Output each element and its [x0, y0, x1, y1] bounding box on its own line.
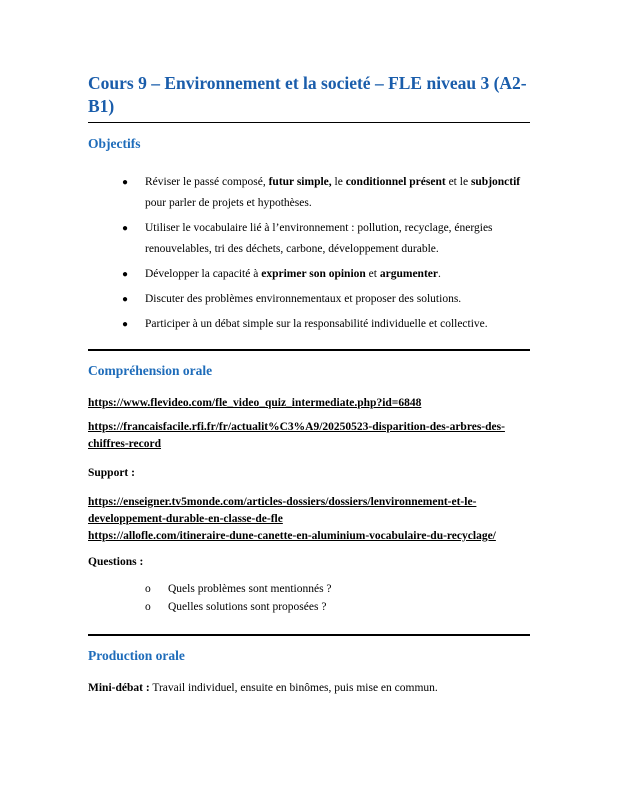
tv5monde-link[interactable]: https://enseigner.tv5monde.com/articles-dossiers/dossiers/lenvironnement-et-le-developpement-durable-en-classe-de-fle — [88, 496, 477, 525]
section-divider — [88, 349, 530, 351]
circle-bullet-icon: o — [145, 583, 151, 595]
bullet-icon: ● — [122, 319, 129, 330]
section-divider — [88, 634, 530, 636]
list-item-text: Utiliser le vocabulaire lié à l’environnement : pollution, recyclage, énergies renouvelables, tri des déchets, carbone, développement durable. — [145, 222, 493, 255]
list-item — [88, 172, 530, 214]
list-item — [88, 599, 530, 617]
objectives-heading: Objectifs — [88, 136, 141, 151]
francaisfacile-rfi-link[interactable]: https://francaisfacile.rfi.fr/fr/actualit%C3%A9/20250523-disparition-des-arbres-des-chiffres-record — [88, 421, 505, 450]
circle-bullet-icon: o — [145, 600, 151, 613]
mini-debat-paragraph: Mini-débat : Travail individuel, ensuite en binômes, puis mise en commun. — [88, 682, 438, 694]
list-item — [88, 289, 530, 310]
list-item-text: Discuter des problèmes environnementaux et proposer des solutions. — [145, 293, 462, 305]
flevideo-link[interactable]: https://www.flevideo.com/fle_video_quiz_intermediate.php?id=6848 — [88, 397, 422, 409]
list-item — [88, 581, 530, 599]
page-title: Cours 9 – Environnement et la societé – FLE niveau 3 (A2-B1) — [88, 72, 530, 123]
questions-list — [88, 581, 530, 616]
list-item-text: Participer à un débat simple sur la responsabilité individuelle et collective. — [145, 318, 488, 330]
list-item — [88, 264, 530, 285]
objectives-list — [88, 172, 530, 335]
comprehension-orale-heading: Compréhension orale — [88, 363, 213, 378]
support-label: Support : — [88, 467, 135, 479]
question-text: Quels problèmes sont mentionnés ? — [168, 583, 332, 595]
bullet-icon: ● — [122, 223, 129, 234]
list-item-text: Réviser le passé composé, futur simple, le conditionnel présent et le subjonctif pour parler de projets et hypothèses. — [145, 176, 521, 209]
bullet-icon: ● — [122, 269, 129, 280]
list-item — [88, 314, 530, 335]
list-item-text: Développer la capacité à exprimer son opinion et argumenter. — [145, 268, 441, 280]
bullet-icon: ● — [122, 294, 129, 305]
link-paragraph — [88, 494, 530, 545]
document-content — [88, 72, 530, 697]
question-text: Quelles solutions sont proposées ? — [168, 600, 327, 613]
allofle-link[interactable]: https://allofle.com/itineraire-dune-canette-en-aluminium-vocabulaire-du-recyclage/ — [88, 530, 496, 542]
production-orale-heading: Production orale — [88, 648, 185, 663]
questions-label: Questions : — [88, 556, 144, 568]
link-paragraph — [88, 395, 530, 412]
list-item — [88, 218, 530, 260]
bullet-icon: ● — [122, 177, 129, 188]
link-paragraph — [88, 419, 530, 453]
